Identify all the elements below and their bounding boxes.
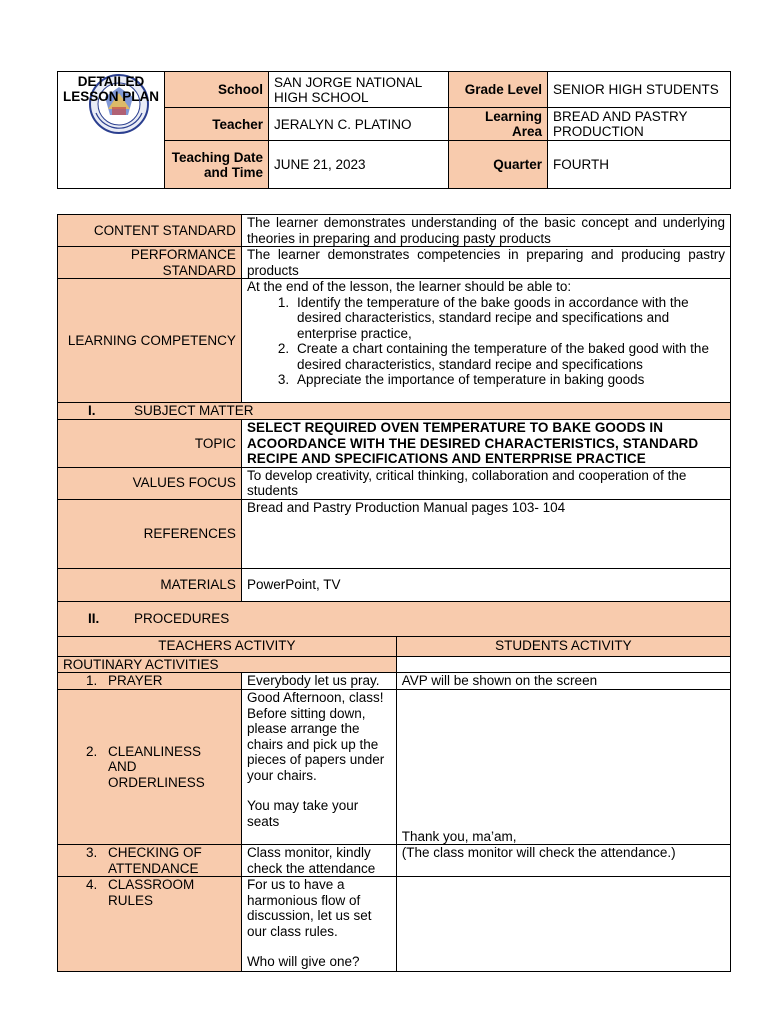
topic-value: SELECT REQUIRED OVEN TEMPERATURE TO BAKE GOODS IN ACOORDANCE WITH THE DESIRED CHARACTERISTICS, STANDARD RECIPE AND SPECIFICATIONS AND ENTERPRISE PRACTICE (241, 420, 730, 468)
header-table (57, 71, 731, 189)
topic-label: TOPIC (58, 420, 242, 468)
content-standard-value: The learner demonstrates understanding of the basic concept and underlying theories in preparing and producing pasty products (241, 215, 730, 247)
grade-value: SENIOR HIGH STUDENTS (548, 72, 731, 108)
school-value: SAN JORGE NATIONAL HIGH SCHOOL (269, 72, 449, 108)
row-number: 2. (86, 743, 98, 759)
student-activity-cell: AVP will be shown on the screen (396, 673, 730, 690)
student-activity-cell (396, 877, 730, 972)
teacher-line: You may take your seats (246, 798, 359, 829)
competency-item: 2. Create a chart containing the temperature of the baked good with the desired characteristics, standard recipe and specifications (293, 341, 725, 372)
values-focus-label: VALUES FOCUS (58, 467, 242, 499)
competency-item: 3. Appreciate the importance of temperature in baking goods (293, 372, 725, 388)
row-label: CLASSROOM RULES (108, 877, 195, 908)
grade-label: Grade Level (449, 72, 548, 108)
row-number: 3. (86, 845, 98, 860)
teacher-line: Who will give one? (246, 954, 360, 969)
teacher-line: Before sitting down, please arrange the chairs and pick up the pieces of papers under your chairs. (246, 705, 385, 783)
row-label: CLEANLINESS AND ORDERLINESS (108, 743, 205, 790)
quarter-label: Quarter (449, 141, 548, 189)
teacher-line: For us to have a harmonious flow of discussion, let us set our class rules. (246, 877, 372, 939)
learning-competency-label: LEARNING COMPETENCY (58, 279, 242, 403)
quarter-value: FOURTH (548, 141, 731, 189)
teacher-activity-cell (241, 690, 396, 845)
area-value: BREAD AND PASTRY PRODUCTION (548, 108, 731, 141)
school-label: School (165, 72, 269, 108)
row-number: 4. (86, 877, 98, 892)
competency-intro: At the end of the lesson, the learner should be able to: (246, 279, 572, 294)
teachers-activity-header: TEACHERS ACTIVITY (58, 636, 397, 656)
lesson-table (57, 214, 731, 972)
references-value: Bread and Pastry Production Manual pages 103- 104 (241, 499, 730, 568)
competency-list (247, 295, 725, 388)
learning-competency-value (241, 279, 730, 403)
doc-title: DETAILED LESSON PLAN (62, 74, 159, 104)
section-title: PROCEDURES (134, 610, 230, 626)
performance-standard-value: The learner demonstrates competencies in preparing and producing pastry products (241, 247, 730, 279)
teacher-activity-cell: Everybody let us pray. (241, 673, 396, 690)
performance-standard-label: PERFORMANCE STANDARD (58, 247, 242, 279)
materials-value: PowerPoint, TV (241, 568, 730, 601)
procedure-row-label (58, 673, 242, 690)
row-number: 1. (86, 673, 98, 688)
section-number: II. (88, 610, 100, 626)
teacher-line: Good Afternoon, class! (246, 690, 384, 705)
references-label: REFERENCES (58, 499, 242, 568)
procedures-heading (58, 601, 731, 636)
teacher-activity-cell (241, 877, 396, 972)
procedure-row-label (58, 690, 242, 845)
area-label: Learning Area (449, 108, 548, 141)
section-number: I. (88, 403, 96, 418)
values-focus-value: To develop creativity, critical thinking, collaboration and cooperation of the students (241, 467, 730, 499)
students-activity-header: STUDENTS ACTIVITY (396, 636, 730, 656)
teacher-value: JERALYN C. PLATINO (269, 108, 449, 141)
competency-item: 1. Identify the temperature of the bake goods in accordance with the desired characteristics, standard recipe and specifications and enterprise practice, (293, 295, 725, 342)
routinary-activities-label: ROUTINARY ACTIVITIES (58, 656, 397, 673)
routinary-blank (396, 656, 730, 673)
procedure-row-label (58, 877, 242, 972)
materials-label: MATERIALS (58, 568, 242, 601)
subject-matter-heading (58, 403, 731, 420)
row-label: CHECKING OF ATTENDANCE (108, 845, 202, 876)
row-label: PRAYER (108, 673, 163, 688)
section-title: SUBJECT MATTER (134, 403, 254, 418)
student-activity-cell: (The class monitor will check the attendance.) (396, 845, 730, 877)
content-standard-label: CONTENT STANDARD (58, 215, 242, 247)
teacher-label: Teacher (165, 108, 269, 141)
date-value: JUNE 21, 2023 (269, 141, 449, 189)
teacher-activity-cell: Class monitor, kindly check the attendance (241, 845, 396, 877)
procedure-row-label (58, 845, 242, 877)
student-activity-cell: Thank you, ma’am, (396, 690, 730, 845)
date-label: Teaching Date and Time (165, 141, 269, 189)
